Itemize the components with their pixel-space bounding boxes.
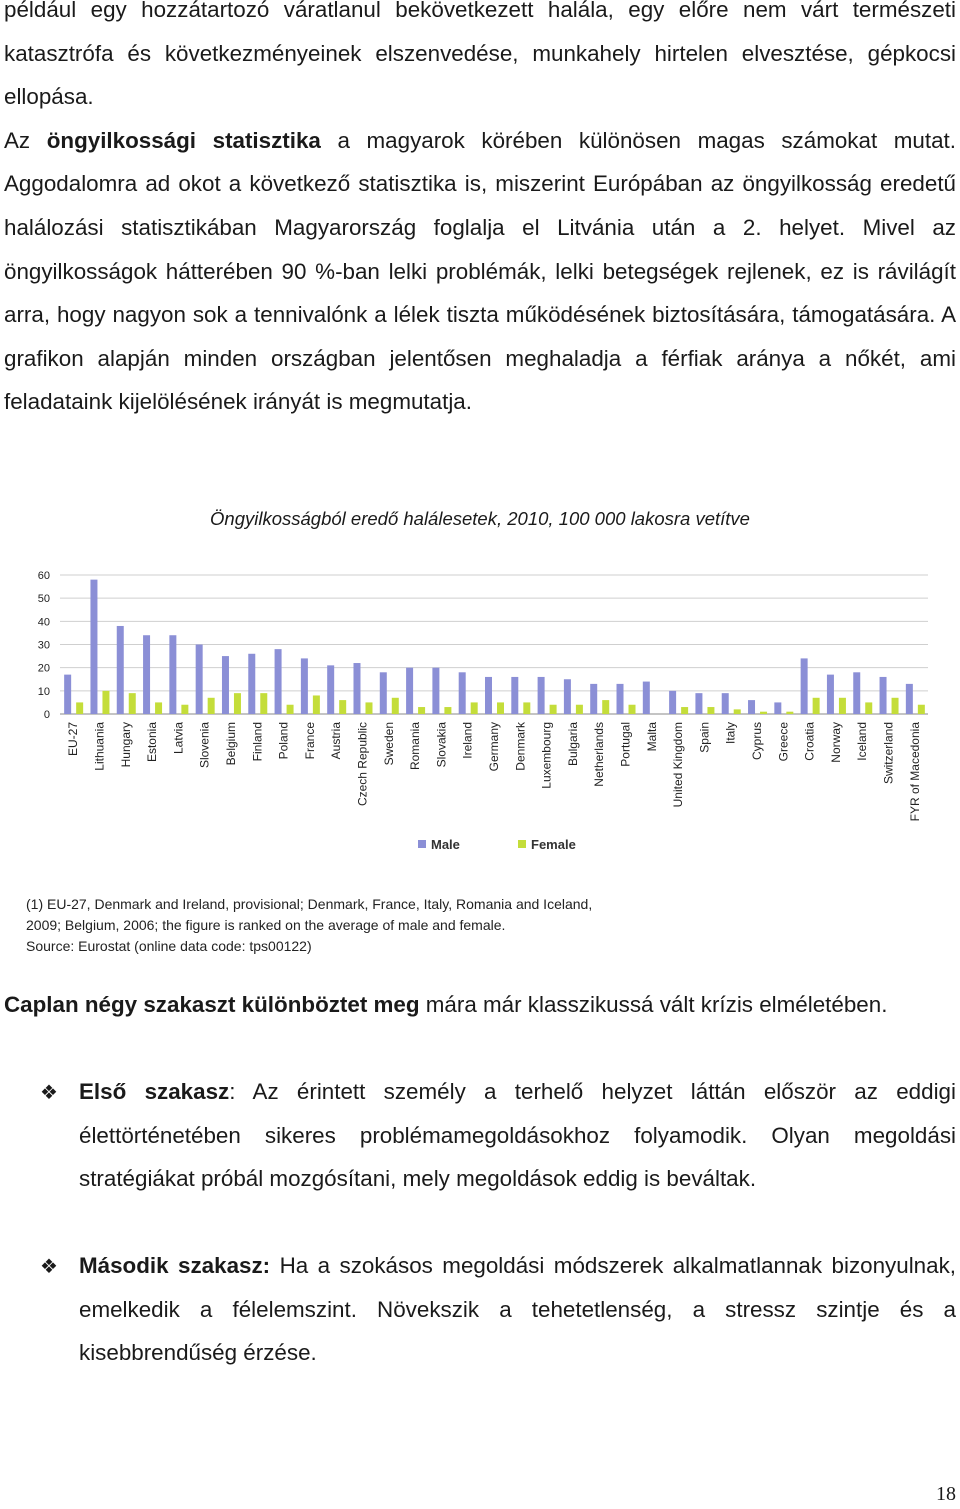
bar-female [234, 693, 241, 714]
bar-female [155, 702, 162, 714]
y-tick-label: 60 [37, 570, 50, 582]
bar-male [117, 626, 124, 714]
bar-male [695, 693, 702, 714]
x-tick-label: Croatia [802, 722, 817, 761]
bar-female [260, 693, 267, 714]
bar-female [392, 698, 399, 714]
x-tick-label: Finland [250, 722, 265, 762]
x-tick-label: Slovenia [197, 722, 212, 769]
bar-female [102, 691, 109, 714]
bar-female [471, 702, 478, 714]
bar-male [880, 677, 887, 714]
stage-1-title: Első szakasz [79, 1079, 230, 1104]
bar-male [301, 658, 308, 714]
x-tick-label: Latvia [171, 722, 186, 755]
bar-male [248, 654, 255, 714]
stat-prefix: Az [4, 127, 47, 153]
x-tick-label: Czech Republic [355, 722, 370, 807]
y-tick-label: 10 [37, 685, 50, 698]
y-tick-label: 0 [43, 709, 50, 721]
bar-male [353, 663, 360, 714]
bar-female [129, 693, 136, 714]
intro-line: például egy hozzátartozó váratlanul bekövetkezett halála, egy előre nem várt természeti katasztrófa és következményeinek elszenvedése, munkahely hirtelen elvesztése, gépkocsi ellopása. [4, 0, 956, 110]
bar-male [90, 580, 97, 714]
y-tick-label: 50 [37, 593, 50, 606]
bar-female [418, 707, 425, 714]
bar-female [629, 705, 636, 714]
bar-male [722, 693, 729, 714]
bar-female [313, 695, 320, 714]
x-tick-label: FYR of Macedonia [907, 722, 922, 822]
intro-paragraph [4, 0, 956, 424]
bar-female [444, 707, 451, 714]
diamond-bullet-icon: ❖ [40, 1082, 58, 1104]
stage-2-title: Második szakasz: [79, 1253, 271, 1278]
bar-female [550, 705, 557, 714]
x-tick-label: Malta [644, 722, 659, 752]
legend-swatch-female [518, 840, 526, 848]
x-tick-label: United Kingdom [671, 722, 686, 808]
bar-male [827, 675, 834, 714]
bar-male [590, 684, 597, 714]
bar-female [208, 698, 215, 714]
x-tick-label: Belgium [223, 722, 238, 766]
x-tick-label: Austria [329, 722, 344, 760]
bar-male [327, 665, 334, 714]
bar-female [497, 702, 504, 714]
x-tick-label: France [302, 722, 317, 760]
chart-note: (1) EU-27, Denmark and Ireland, provisional; Denmark, France, Italy, Romania and Iceland, [26, 896, 593, 912]
x-tick-label: Portugal [618, 722, 633, 767]
bar-female [681, 707, 688, 714]
bar-female [707, 707, 714, 714]
suicide-bar-chart [0, 555, 960, 885]
legend-label: Male [431, 837, 460, 852]
bar-male [617, 684, 624, 714]
stage-2-paragraph [79, 1244, 956, 1375]
stage-1-paragraph [79, 1070, 956, 1201]
bar-male [64, 675, 71, 714]
x-tick-label: Spain [697, 722, 712, 753]
bar-male [380, 672, 387, 714]
legend-label: Female [531, 837, 576, 852]
y-tick-label: 40 [37, 616, 50, 629]
bar-female [813, 698, 820, 714]
y-tick-label: 30 [37, 639, 50, 652]
bar-female [287, 705, 294, 714]
x-tick-label: Slovakia [434, 722, 449, 768]
caplan-paragraph [4, 983, 956, 1027]
bar-female [786, 712, 793, 714]
stage-1-text: : Az érintett személy a terhelő helyzet láttán először az eddigi élettörténetében sikeres problémamegoldásokhoz folyamodik. Olyan megoldási stratégiákat próbál mozgósítani, mely megoldások eddig is beváltak. [79, 1079, 956, 1192]
x-tick-label: Germany [487, 722, 501, 772]
bar-male [538, 677, 545, 714]
x-tick-label: Luxembourg [539, 722, 554, 789]
bar-female [865, 702, 872, 714]
chart-caption: Öngyilkosságból eredő halálesetek, 2010, 100 000 lakosra vetítve [210, 508, 750, 529]
bar-male [564, 679, 571, 714]
bar-female [576, 705, 583, 714]
bar-female [734, 709, 741, 714]
legend-swatch-male [418, 840, 426, 848]
bar-male [643, 682, 650, 714]
bar-male [275, 649, 282, 714]
x-tick-label: Hungary [118, 722, 133, 768]
bar-female [918, 705, 925, 714]
bar-male [669, 691, 676, 714]
x-tick-label: Switzerland [881, 722, 896, 785]
bar-male [459, 672, 466, 714]
bar-male [748, 700, 755, 714]
bar-female [181, 705, 188, 714]
bar-female [339, 700, 346, 714]
chart-note: Source: Eurostat (online data code: tps00122) [26, 938, 312, 954]
bar-female [523, 702, 530, 714]
x-tick-label: Poland [276, 722, 291, 760]
bar-male [143, 635, 150, 714]
bar-female [760, 712, 767, 714]
x-tick-label: Netherlands [592, 722, 607, 787]
bar-male [906, 684, 913, 714]
bar-female [602, 700, 609, 714]
stat-bold: öngyilkossági statisztika [46, 127, 321, 153]
x-tick-label: Norway [828, 722, 843, 763]
bar-male [511, 677, 518, 714]
bar-male [432, 668, 439, 714]
bar-male [774, 702, 781, 714]
page-number: 18 [936, 1483, 956, 1505]
x-tick-label: Romania [408, 722, 423, 771]
chart-note: 2009; Belgium, 2006; the figure is ranked on the average of male and female. [26, 917, 506, 933]
x-tick-label: Cyprus [750, 722, 765, 761]
caplan-rest: mára már klasszikussá vált krízis elméletében. [419, 992, 888, 1017]
x-tick-label: Bulgaria [565, 722, 580, 767]
x-tick-label: Italy [723, 722, 738, 745]
diamond-bullet-icon: ❖ [40, 1256, 58, 1278]
chart-notes [26, 894, 592, 957]
x-tick-label: Greece [776, 722, 791, 762]
bar-male [222, 656, 229, 714]
y-tick-label: 20 [37, 662, 50, 675]
bar-male [406, 668, 413, 714]
bar-female [365, 702, 372, 714]
caplan-bold: Caplan négy szakaszt különböztet meg [4, 992, 420, 1017]
x-tick-label: Estonia [145, 722, 160, 763]
bar-male [196, 645, 203, 715]
x-tick-label: Denmark [513, 722, 528, 771]
bar-female [839, 698, 846, 714]
bar-female [892, 698, 899, 714]
bar-female [76, 702, 83, 714]
bar-male [853, 672, 860, 714]
stat-rest: a magyarok körében különösen magas számokat mutat. Aggodalomra ad okot a következő statisztika is, miszerint Európában az öngyilkosság eredetű halálozási statisztikában Magyarország foglalja el Litvánia után a 2. helyet. Mivel az öngyilkosságok hátterében 90 %-ban lelki problémák, lelki betegségek rejlenek, ez is rávilágít arra, hogy nagyon sok a tennivalónk a lélek tiszta működésének biztosítására, támogatására. A grafikon alapján minden országban jelentősen meghaladja a férfiak aránya a nőkét, ami feladataink kijelölésének irányát is megmutatja. [4, 127, 956, 415]
x-tick-label: Sweden [381, 722, 396, 766]
x-tick-label: EU-27 [66, 722, 81, 757]
x-tick-label: Iceland [855, 722, 870, 761]
x-tick-label: Ireland [460, 722, 475, 759]
bar-male [801, 658, 808, 714]
x-tick-label: Lithuania [92, 722, 107, 771]
bar-male [485, 677, 492, 714]
bar-male [169, 635, 176, 714]
stage-2-text: Ha a szokásos megoldási módszerek alkalmatlannak bizonyulnak, emelkedik a félelemszint. Növekszik a tehetetlenség, a stressz szintje és a kisebbrendűség érzése. [79, 1253, 956, 1366]
